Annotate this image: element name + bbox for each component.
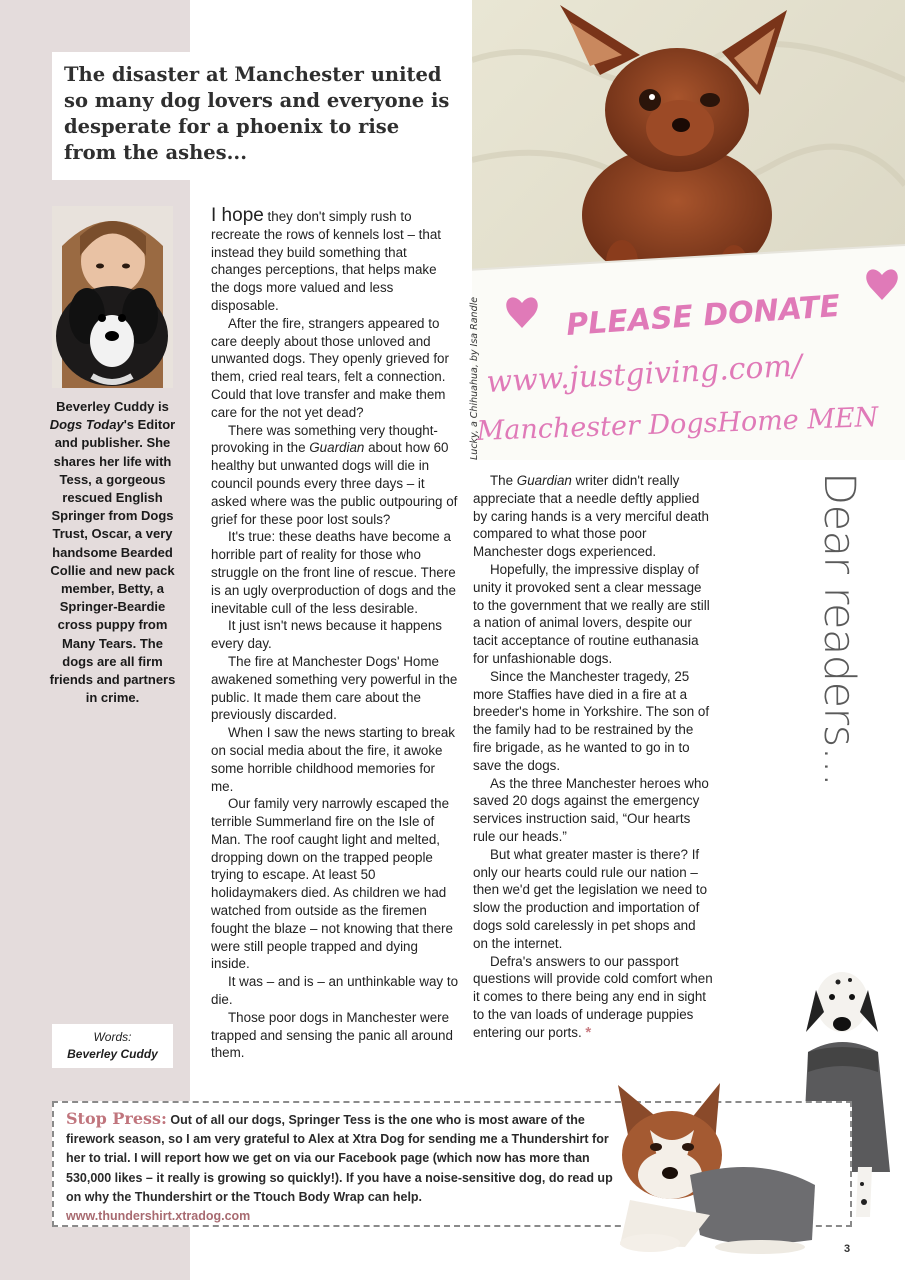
- headline-box: [52, 52, 470, 180]
- byline-label: Words:: [93, 1030, 132, 1044]
- article-column-1: [211, 207, 458, 1062]
- paragraph: When I saw the news starting to break on social media about the fire, it awoke some horrible childhood memories for me.: [211, 725, 456, 794]
- chihuahua-illustration: [472, 0, 905, 460]
- photo-credit: Lucky, a Chihuahua, by Isa Randle: [469, 296, 480, 460]
- stop-press-body: Out of all our dogs, Springer Tess is the one who is most aware of the firework season, so I am very grateful to Alex at Xtra Dog for sending me a Thundershirt for her to trial. I will report how we get on via our Facebook page (which now has more than 530,000 likes – it really is growing so quickly!). If you have a noise-sensitive dog, do read up on why the Thundershirt or the Ttouch Body Wrap can help.: [66, 1113, 613, 1204]
- stop-press-title: Stop Press:: [66, 1109, 167, 1128]
- paragraph: Since the Manchester tragedy, 25 more Staffies have died in a fire at a breeder's home in Yorkshire. The son of the family had to be restrained by the fire brigade, as he wanted to go in to save the dogs.: [473, 668, 710, 773]
- end-star-icon: *: [585, 1023, 592, 1041]
- sign-line-2: www.justgiving.com/: [485, 348, 803, 400]
- paragraph: But what greater master is there? If only our hearts could rule our nation – then we'd get the legislation we need to slow the production and importation of dogs sold carelessly in pet shops and on the internet.: [473, 846, 708, 951]
- thundershirt-link[interactable]: www.thundershirt.xtradog.com: [66, 1209, 251, 1224]
- side-title: Dear readers...: [814, 472, 864, 787]
- paragraph: I hope they don't simply rush to recreate the rows of kennels lost – that instead they build something that changes perceptions, that helps make the dogs more valued and less disposable.: [211, 205, 441, 313]
- paragraph: Those poor dogs in Manchester were trapped and sensing the panic all around them.: [211, 1009, 453, 1061]
- sign-line-1: PLEASE DONATE: [565, 288, 842, 343]
- paragraph: It just isn't news because it happens every day.: [211, 618, 442, 652]
- paragraph: The Guardian writer didn't really appreciate that a needle deftly applied by caring hands is a very merciful death compared to what those poor Manchester dogs experienced.: [473, 473, 709, 560]
- stop-press-text: [66, 1109, 628, 1226]
- hero-photo-chihuahua: [472, 0, 905, 460]
- husky-photo: [590, 1075, 820, 1255]
- author-with-dog-illustration: [52, 206, 173, 388]
- author-bio: Beverley Cuddy is Dogs Today's Editor and publisher. She shares her life with Tess, a gorgeous rescued English Springer from Dogs Trust, Oscar, a very handsome Bearded Collie and new pack member, Betty, a Springer-Beardie cross puppy from Many Tears. The dogs are all firm friends and partners in crime.: [49, 399, 176, 706]
- paragraph: It's true: these deaths have become a horrible part of reality for those who struggle on the front line of rescue. There is an ugly overproduction of dogs and the inevitable cull of the less desirable.: [211, 529, 456, 616]
- lead-word: I hope: [211, 205, 264, 226]
- paragraph: After the fire, strangers appeared to care deeply about those unloved and unwanted dogs. They openly grieved for them, cried real tears, felt a connection. Could that love transfer and make them care for the not yet dead?: [211, 315, 449, 420]
- byline-box: [52, 1024, 173, 1068]
- byline-name: Beverley Cuddy: [67, 1047, 158, 1061]
- paragraph: The fire at Manchester Dogs' Home awakened something very powerful in the public. It made them care about the previously discarded.: [211, 653, 458, 723]
- sign-line-3: Manchester DogsHome MEN: [476, 401, 879, 447]
- page-number: 3: [844, 1243, 851, 1255]
- headline: The disaster at Manchester united so many dog lovers and everyone is desperate for a phoenix to rise from the ashes...: [64, 63, 450, 164]
- article-column-2: [473, 472, 713, 1042]
- paragraph: It was – and is – an unthinkable way to die.: [211, 974, 459, 1008]
- paragraph: Our family very narrowly escaped the terrible Summerland fire on the Isle of Man. The roof caught light and melted, dropping down on the trapped people trying to escape. At least 50 holidaymakers died. As children we had watched from outside as the firemen fought the blaze – not knowing that there were still people trapped and dying inside.: [211, 796, 453, 972]
- paragraph: Hopefully, the impressive display of unity it provoked sent a clear message to the government that we really are still a nation of animal lovers, despite our tacit acceptance of routine euthanasia for unfashionable dogs.: [473, 561, 710, 666]
- paragraph: As the three Manchester heroes who saved 20 dogs against the emergency services instruction said, “Our hearts rule our heads.”: [473, 775, 709, 844]
- paragraph: There was something very thought-provoking in the Guardian about how 60 healthy but unwanted dogs will die in council pounds every three days – it asked where was the public outpouring of grief for these poor lost souls?: [211, 422, 458, 527]
- husky-illustration: [590, 1075, 820, 1255]
- author-photo: [52, 206, 173, 388]
- paragraph: Defra's answers to our passport questions will provide cold comfort when it comes to there being any end in sight to the van loads of underage puppies entering our ports. *: [473, 953, 713, 1041]
